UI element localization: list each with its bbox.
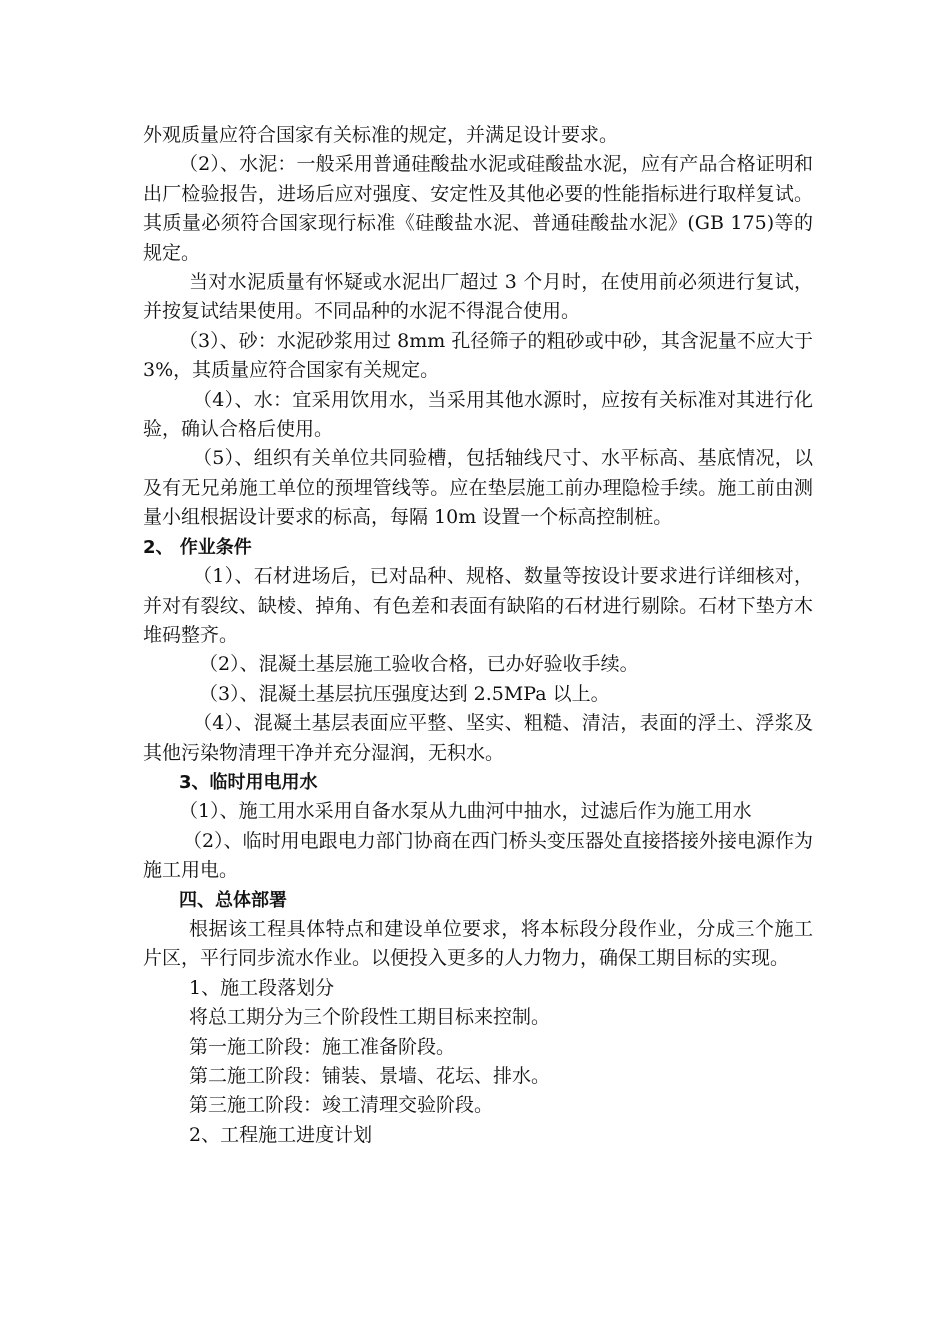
paragraph-cement: （2）、水泥：一般采用普通硅酸盐水泥或硅酸盐水泥，应有产品合格证明和出厂检验报告，进场后应对强度、安定性及其他必要的性能指标进行取样复试。其质量必须符合国家现行标准《硅酸盐水泥、普通硅酸盐水泥》(GB 175)等的规定。 <box>143 153 813 264</box>
list-item-phase-one: 第一施工阶段：施工准备阶段。 <box>189 1035 456 1058</box>
paragraph-trench-inspection: （5）、组织有关单位共同验槽，包括轴线尺寸、水平标高、基底情况，以及有无兄弟施工单位的预埋管线等。应在垫层施工前办理隐检手续。施工前由测量小组根据设计要求的标高，每隔 10m 设置一个标高控制桩。 <box>143 447 813 529</box>
section-heading-temporary-utilities: 3、临时用电用水 <box>179 771 318 793</box>
paragraph-appearance-quality: 外观质量应符合国家有关标准的规定，并满足设计要求。 <box>143 124 619 146</box>
subheading-schedule-plan: 2、工程施工进度计划 <box>189 1123 373 1146</box>
paragraph-construction-water: （1）、施工用水采用自备水泵从九曲河中抽水，过滤后作为施工用水 <box>179 800 752 823</box>
paragraph-base-strength: （3）、混凝土基层抗压强度达到 2.5MPa 以上。 <box>199 682 610 705</box>
paragraph-schedule-phases: 将总工期分为三个阶段性工期目标来控制。 <box>189 1006 551 1029</box>
paragraph-cement-retest: 当对水泥质量有怀疑或水泥出厂超过 3 个月时，在使用前必须进行复试，并按复试结果使用。不同品种的水泥不得混合使用。 <box>143 271 813 323</box>
subheading-section-division: 1、施工段落划分 <box>189 976 335 999</box>
paragraph-base-surface: （4）、混凝土基层表面应平整、坚实、粗糙、清洁，表面的浮土、浮浆及其他污染物清理干净并充分湿润，无积水。 <box>143 712 813 764</box>
paragraph-base-acceptance: （2）、混凝土基层施工验收合格，已办好验收手续。 <box>199 653 639 676</box>
list-item-phase-two: 第二施工阶段：铺装、景墙、花坛、排水。 <box>189 1065 551 1087</box>
document-body <box>143 121 813 1150</box>
paragraph-sand: （3）、砂：水泥砂浆用过 8mm 孔径筛子的粗砂或中砂，其含泥量不应大于 3%，其质量应符合国家有关规定。 <box>143 329 813 382</box>
section-heading-work-conditions: 2、 作业条件 <box>143 536 252 558</box>
paragraph-construction-power: （2）、临时用电跟电力部门协商在西门桥头变压器处直接搭接外接电源作为施工用电。 <box>143 829 813 882</box>
section-heading-overall-deployment: 四、总体部署 <box>179 889 287 911</box>
paragraph-stone-inspection: （1）、石材进场后，已对品种、规格、数量等按设计要求进行详细核对，并对有裂纹、缺棱、掉角、有色差和表面有缺陷的石材进行剔除。石材下垫方木堆码整齐。 <box>143 565 813 646</box>
paragraph-water: （4）、水：宜采用饮用水，当采用其他水源时，应按有关标准对其进行化验，确认合格后使用。 <box>143 388 813 441</box>
paragraph-deployment-summary: 根据该工程具体特点和建设单位要求，将本标段分段作业，分成三个施工片区，平行同步流水作业。以便投入更多的人力物力，确保工期目标的实现。 <box>143 917 813 970</box>
list-item-phase-three: 第三施工阶段：竣工清理交验阶段。 <box>189 1094 494 1117</box>
